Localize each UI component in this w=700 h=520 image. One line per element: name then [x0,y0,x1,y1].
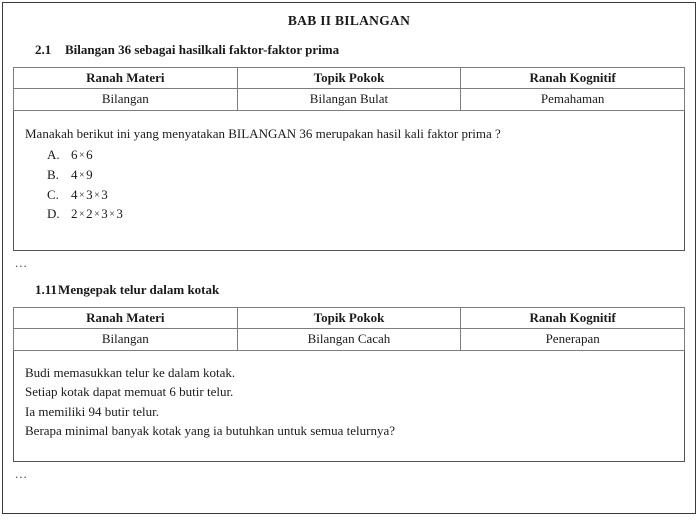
option-number: 3 [101,206,108,222]
option-label: D. [47,206,60,222]
question-line: Setiap kotak dapat memuat 6 butir telur. [25,384,234,400]
table-row [14,329,685,350]
multiplication-sign: × [109,209,115,221]
option-number: 6 [86,147,93,163]
answer-option[interactable] [25,145,684,165]
header-topik-pokok: Topik Pokok [237,68,461,89]
ellipsis-marker-2: ... [15,465,28,481]
ellipsis-marker-1: ... [15,255,28,271]
table-header-row [14,68,685,89]
section-heading-2-1 [3,42,695,58]
section-number: 2.1 [35,42,52,57]
option-number: 3 [86,186,93,202]
metadata-table-2 [13,307,685,351]
multiplication-sign: × [94,189,100,201]
header-ranah-materi: Ranah Materi [14,308,238,329]
section-title: Bilangan 36 sebagai hasilkali faktor-faktor prima [65,42,340,57]
cell-ranah-materi: Bilangan [14,89,238,110]
page-title: BAB II BILANGAN [287,13,411,28]
header-topik-pokok: Topik Pokok [237,308,461,329]
option-number: 3 [116,206,123,222]
multiplication-sign: × [79,150,85,162]
multiplication-sign: × [79,169,85,181]
option-value [71,165,93,185]
cell-topik-pokok: Bilangan Cacah [237,329,461,350]
option-label: B. [47,166,59,182]
question-box-2 [13,351,685,462]
multiplication-sign: × [79,189,85,201]
section-number: 1.11 [35,282,58,298]
option-number: 3 [101,186,108,202]
option-number: 2 [71,206,78,222]
question-line: Budi memasukkan telur ke dalam kotak. [25,364,236,380]
question-line: Berapa minimal banyak kotak yang ia butuhkan untuk semua telurnya? [25,423,396,439]
option-label: C. [47,186,59,202]
cell-ranah-kognitif: Penerapan [461,329,685,350]
question-box-1 [13,111,685,252]
section-heading-1-11 [3,282,695,298]
answer-option[interactable] [25,165,684,185]
cell-ranah-kognitif: Pemahaman [461,89,685,110]
table-header-row [14,308,685,329]
metadata-table-1 [13,67,685,111]
multiplication-sign: × [79,209,85,221]
answer-option[interactable] [25,204,684,224]
question-line: Ia memiliki 94 butir telur. [25,403,159,419]
option-number: 4 [71,166,78,182]
question-block-2 [13,307,685,462]
cell-topik-pokok: Bilangan Bulat [237,89,461,110]
question-text: Manakah berikut ini yang menyatakan BILANGAN 36 merupakan hasil kali faktor prima ? [25,125,501,141]
header-ranah-kognitif: Ranah Kognitif [461,308,685,329]
option-number: 6 [71,147,78,163]
section-title: Mengepak telur dalam kotak [58,282,220,298]
answer-options-list [25,145,684,224]
question-block-1 [13,67,685,251]
option-value [71,204,123,224]
option-number: 2 [86,206,93,222]
answer-option[interactable] [25,185,684,205]
header-ranah-kognitif: Ranah Kognitif [461,68,685,89]
multiplication-sign: × [94,209,100,221]
option-label: A. [47,147,60,163]
header-ranah-materi: Ranah Materi [14,68,238,89]
option-value [71,185,108,205]
option-number: 4 [71,186,78,202]
document-page [2,2,696,514]
option-number: 9 [86,166,93,182]
table-row [14,89,685,110]
cell-ranah-materi: Bilangan [14,329,238,350]
option-value [71,145,93,165]
